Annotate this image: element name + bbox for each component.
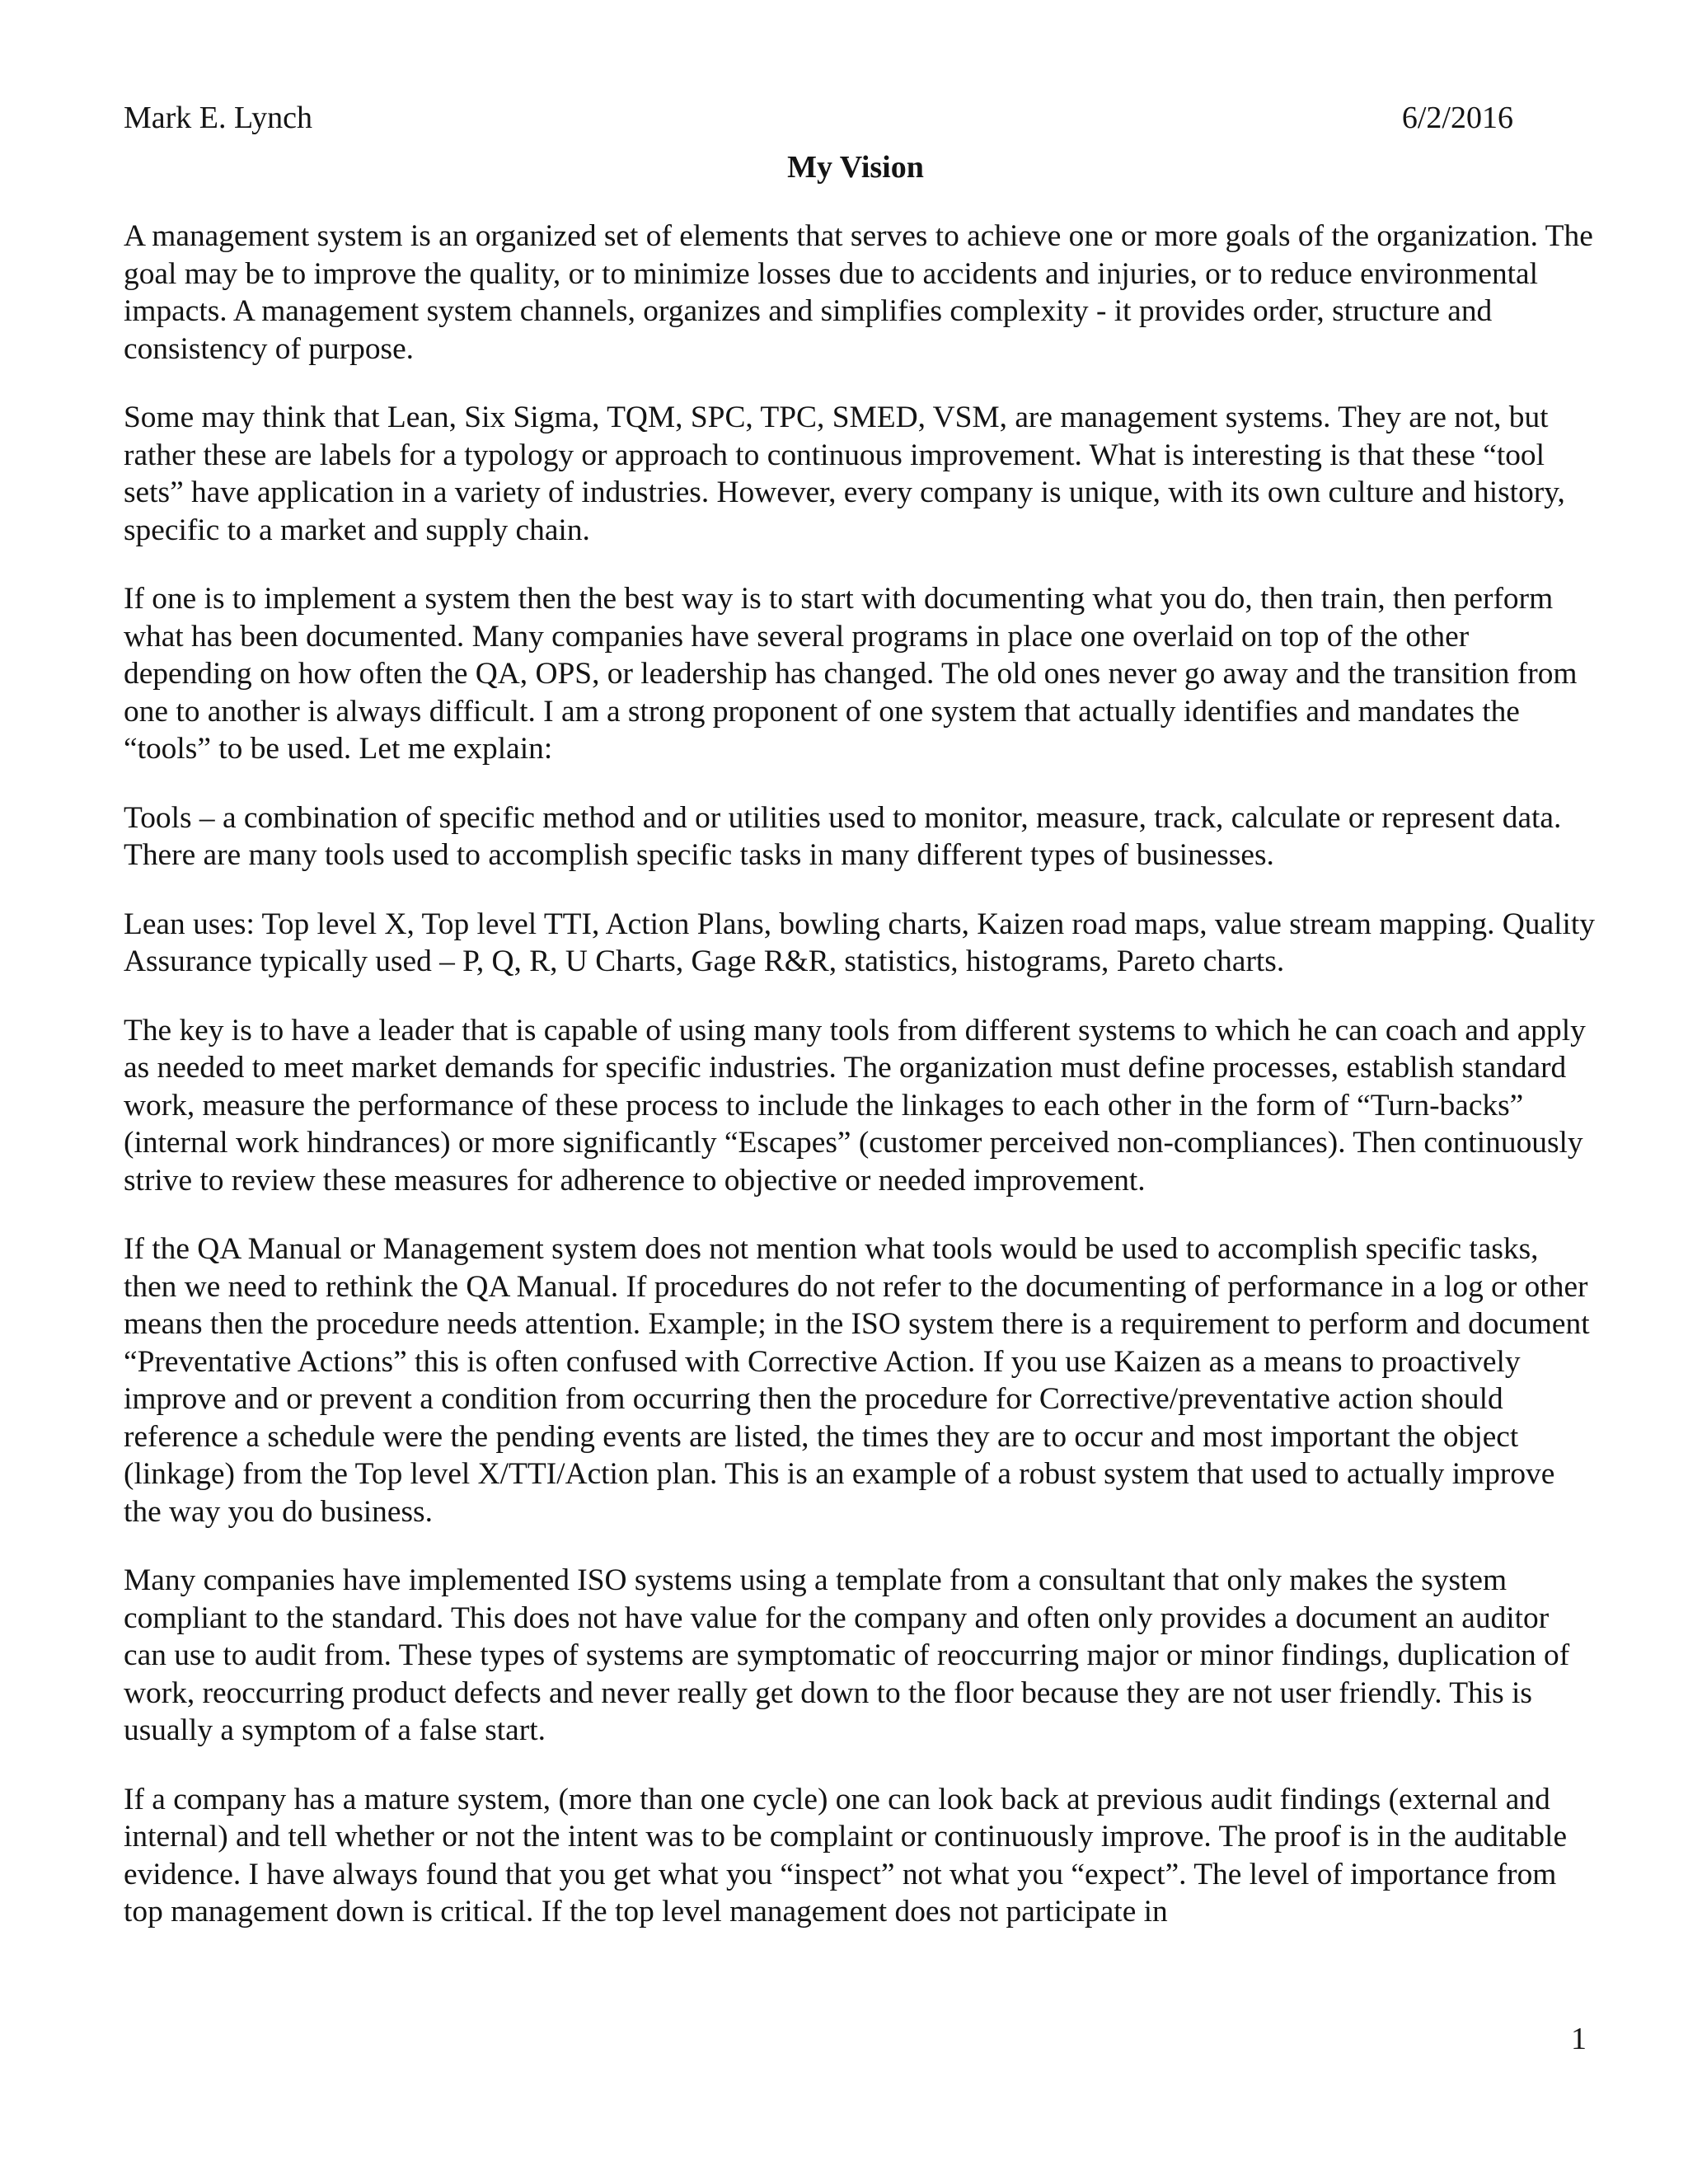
paragraph-1: A management system is an organized set of elements that serves to achieve one or more goals of the organization. The goal may be to improve the quality, or to minimize losses due to accidents and injuries, or to reduce environmental impacts. A management system channels, organizes and simplifies complexity - it provides order, structure and consistency of purpose.	[124, 219, 1593, 366]
page-number: 1	[1571, 2022, 1587, 2056]
document-body	[124, 218, 1597, 1962]
paragraph-4: Tools – a combination of specific method and or utilities used to monitor, measure, track, calculate or represent data. There are many tools used to accomplish specific tasks in many different types of businesses.	[124, 800, 1562, 872]
paragraph-8: Many companies have implemented ISO systems using a template from a consultant that only makes the system compliant to the standard. This does not have value for the company and often only provides a document an auditor can use to audit from. These types of systems are symptomatic of reoccurring major or minor findings, duplication of work, reoccurring product defects and never really get down to the floor because they are not user friendly. This is usually a symptom of a false start.	[124, 1563, 1570, 1747]
document-date: 6/2/2016	[1401, 101, 1513, 135]
page-header	[124, 96, 1513, 139]
paragraph-2: Some may think that Lean, Six Sigma, TQM, SPC, TPC, SMED, VSM, are management systems. They are not, but rather these are labels for a typology or approach to continuous improvement. What is interesting is that these “tool sets” have application in a variety of industries. However, every company is unique, with its own culture and history, specific to a market and supply chain.	[124, 401, 1565, 547]
document-title: My Vision	[787, 150, 924, 185]
paragraph-5: Lean uses: Top level X, Top level TTI, Action Plans, bowling charts, Kaizen road maps, value stream mapping. Quality Assurance typically used – P, Q, R, U Charts, Gage R&R, statistics, histograms, Pareto charts.	[124, 907, 1595, 978]
paragraph-6: The key is to have a leader that is capable of using many tools from different systems to which he can coach and apply as needed to meet market demands for specific industries. The organization must define processes, establish standard work, measure the performance of these process to include the linkages to each other in the form of “Turn-backs” (internal work hindrances) or more significantly “Escapes” (customer perceived non-compliances). Then continuously strive to review these measures for adherence to objective or needed improvement.	[124, 1013, 1586, 1197]
paragraph-3: If one is to implement a system then the best way is to start with documenting what you do, then train, then perform what has been documented. Many companies have several programs in place one overlaid on top of the other depending on how often the QA, OPS, or leadership has changed. The old ones never go away and the transition from one to another is always difficult. I am a strong proponent of one system that actually identifies and mandates the “tools” to be used. Let me explain:	[124, 582, 1578, 766]
paragraph-7: If the QA Manual or Management system does not mention what tools would be used to accomplish specific tasks, then we need to rethink the QA Manual. If procedures do not refer to the documenting of performance in a log or other means then the procedure needs attention. Example; in the ISO system there is a requirement to perform and document “Preventative Actions” this is often confused with Corrective Action. If you use Kaizen as a means to proactively improve and or prevent a condition from occurring then the procedure for Corrective/preventative action should reference a schedule were the pending events are listed, the times they are to occur and most important the object (linkage) from the Top level X/TTI/Action plan. This is an example of a robust system that used to actually improve the way you do business.	[124, 1232, 1590, 1529]
paragraph-9: If a company has a mature system, (more than one cycle) one can look back at previous audit findings (external and internal) and tell whether or not the intent was to be complaint or continuously improve. The proof is in the auditable evidence. I have always found that you get what you “inspect” not what you “expect”. The level of importance from top management down is critical. If the top level management does not participate in	[124, 1782, 1568, 1929]
author-name: Mark E. Lynch	[124, 101, 313, 135]
